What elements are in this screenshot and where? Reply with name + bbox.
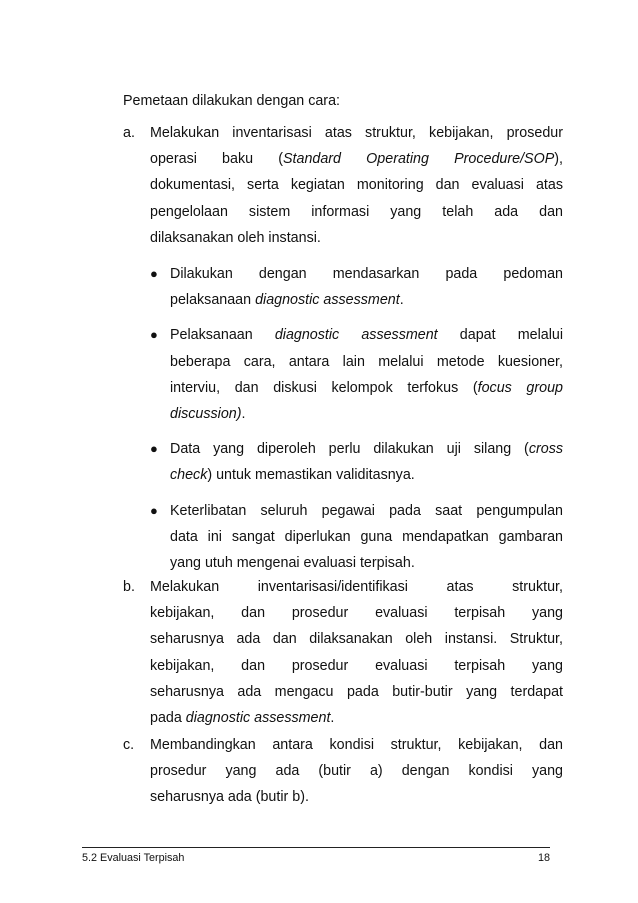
bullet-line: Keterlibatan seluruh pegawai pada saat pengumpulan [170,502,563,519]
bullet-line: pelaksanaan diagnostic assessment. [170,292,404,309]
item-b-body [150,574,563,731]
bullet-dot-icon: ● [150,441,158,457]
item-b-line: seharusnya ada mengacu pada butir-butir yang terdapat [150,683,563,700]
list-item-a [123,120,563,576]
bullet-line: yang utuh mengenai evaluasi terpisah. [170,555,415,572]
bullet-item [150,498,563,577]
item-marker-c: c. [123,737,135,753]
bullet-item [150,322,563,427]
bullet-line: Data yang diperoleh perlu dilakukan uji silang (cross [170,441,563,458]
item-b-line: pada diagnostic assessment. [150,710,335,727]
item-b-line: kebijakan, dan prosedur evaluasi terpisah yang [150,605,563,622]
bullet-item [150,436,563,488]
list-item-b [123,574,563,731]
item-a-line: Melakukan inventarisasi atas struktur, kebijakan, prosedur [150,125,563,141]
item-c-line: seharusnya ada (butir b). [150,789,309,806]
item-a-line: operasi baku (Standard Operating Procedure/SOP), [150,151,563,168]
bullet-dot-icon: ● [150,327,158,343]
item-marker-b: b. [123,579,135,595]
bullet-line: Dilakukan dengan mendasarkan pada pedoman [170,266,563,283]
item-c-line: Membandingkan antara kondisi struktur, kebijakan, dan [150,737,563,753]
item-b-line: seharusnya ada dan dilaksanakan oleh instansi. Struktur, [150,631,563,648]
item-a-line: dokumentasi, serta kegiatan monitoring dan evaluasi atas [150,177,563,194]
item-b-line: kebijakan, dan prosedur evaluasi terpisah yang [150,657,563,674]
intro-text: Pemetaan dilakukan dengan cara: [123,93,340,109]
bullet-item [150,261,563,313]
bullet-line: interviu, dan diskusi kelompok terfokus (focus group [170,379,564,396]
bullet-line: Pelaksanaan diagnostic assessment dapat melalui [170,327,564,344]
footer-section-title: 5.2 Evaluasi Terpisah [82,852,185,864]
bullet-line: data ini sangat diperlukan guna mendapatkan gambaran [170,528,563,545]
item-marker-a: a. [123,125,135,141]
bullet-dot-icon: ● [150,502,158,518]
item-b-line: Melakukan inventarisasi/identifikasi atas struktur, [150,579,563,595]
bullet-line: discussion). [170,406,246,423]
list-item-c [123,732,563,811]
item-c-line: prosedur yang ada (butir a) dengan kondisi yang [150,763,563,780]
item-a-body [150,120,563,251]
bullet-line: check) untuk memastikan validitasnya. [170,467,415,484]
item-a-line: dilaksanakan oleh instansi. [150,229,321,246]
item-c-body [150,732,563,811]
page-number: 18 [537,852,550,864]
bullet-line: beberapa cara, antara lain melalui metode kuesioner, [170,353,563,370]
item-a-line: pengelolaan sistem informasi yang telah ada dan [150,203,563,220]
bullet-dot-icon: ● [150,266,158,282]
footer-divider [82,847,550,848]
